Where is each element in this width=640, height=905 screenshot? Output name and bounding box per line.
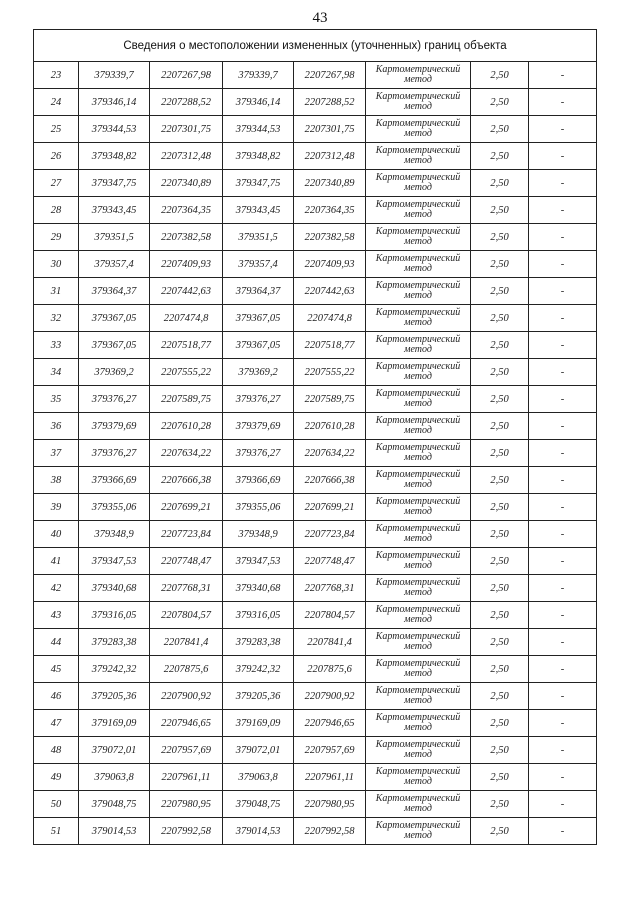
accuracy-cell: 2,50 [471,305,529,332]
existing-x-cell: 379366,69 [79,467,150,494]
new-x-cell: 379343,45 [223,197,294,224]
existing-y-cell: 2207474,8 [150,305,223,332]
accuracy-cell: 2,50 [471,89,529,116]
existing-y-cell: 2207589,75 [150,386,223,413]
table-row [34,818,597,845]
accuracy-cell: 2,50 [471,116,529,143]
new-x-cell: 379316,05 [223,602,294,629]
existing-x-cell: 379014,53 [79,818,150,845]
table-row [34,710,597,737]
existing-y-cell: 2207900,92 [150,683,223,710]
method-cell: Картометрический метод [366,170,471,197]
existing-y-cell: 2207841,4 [150,629,223,656]
existing-x-cell: 379348,82 [79,143,150,170]
note-cell: - [529,764,597,791]
table-row [34,332,597,359]
note-cell: - [529,791,597,818]
new-y-cell: 2207589,75 [294,386,366,413]
new-y-cell: 2207804,57 [294,602,366,629]
method-cell: Картометрический метод [366,386,471,413]
existing-x-cell: 379367,05 [79,332,150,359]
point-number-cell: 30 [34,251,79,278]
new-y-cell: 2207666,38 [294,467,366,494]
note-cell: - [529,62,597,89]
point-number-cell: 25 [34,116,79,143]
new-x-cell: 379048,75 [223,791,294,818]
new-y-cell: 2207301,75 [294,116,366,143]
note-cell: - [529,278,597,305]
table-row [34,89,597,116]
accuracy-cell: 2,50 [471,440,529,467]
existing-x-cell: 379344,53 [79,116,150,143]
table-row [34,602,597,629]
new-y-cell: 2207610,28 [294,413,366,440]
note-cell: - [529,629,597,656]
existing-x-cell: 379369,2 [79,359,150,386]
existing-y-cell: 2207768,31 [150,575,223,602]
point-number-cell: 29 [34,224,79,251]
point-number-cell: 27 [34,170,79,197]
table-row [34,278,597,305]
note-cell: - [529,170,597,197]
accuracy-cell: 2,50 [471,683,529,710]
existing-x-cell: 379048,75 [79,791,150,818]
existing-y-cell: 2207267,98 [150,62,223,89]
point-number-cell: 41 [34,548,79,575]
table-row [34,251,597,278]
new-x-cell: 379355,06 [223,494,294,521]
point-number-cell: 39 [34,494,79,521]
note-cell: - [529,494,597,521]
table-row [34,440,597,467]
new-y-cell: 2207723,84 [294,521,366,548]
point-number-cell: 32 [34,305,79,332]
method-cell: Картометрический метод [366,710,471,737]
new-y-cell: 2207961,11 [294,764,366,791]
method-cell: Картометрический метод [366,440,471,467]
new-y-cell: 2207555,22 [294,359,366,386]
table-row [34,494,597,521]
accuracy-cell: 2,50 [471,548,529,575]
note-cell: - [529,818,597,845]
existing-y-cell: 2207666,38 [150,467,223,494]
new-x-cell: 379063,8 [223,764,294,791]
new-y-cell: 2207442,63 [294,278,366,305]
method-cell: Картометрический метод [366,197,471,224]
new-x-cell: 379205,36 [223,683,294,710]
accuracy-cell: 2,50 [471,764,529,791]
new-y-cell: 2207992,58 [294,818,366,845]
point-number-cell: 38 [34,467,79,494]
method-cell: Картометрический метод [366,602,471,629]
method-cell: Картометрический метод [366,359,471,386]
table-row [34,143,597,170]
table-row [34,224,597,251]
point-number-cell: 34 [34,359,79,386]
new-x-cell: 379347,75 [223,170,294,197]
existing-x-cell: 379242,32 [79,656,150,683]
existing-y-cell: 2207961,11 [150,764,223,791]
existing-x-cell: 379339,7 [79,62,150,89]
existing-x-cell: 379169,09 [79,710,150,737]
method-cell: Картометрический метод [366,629,471,656]
new-y-cell: 2207634,22 [294,440,366,467]
point-number-cell: 33 [34,332,79,359]
existing-y-cell: 2207748,47 [150,548,223,575]
new-x-cell: 379367,05 [223,332,294,359]
accuracy-cell: 2,50 [471,494,529,521]
accuracy-cell: 2,50 [471,737,529,764]
accuracy-cell: 2,50 [471,467,529,494]
new-y-cell: 2207841,4 [294,629,366,656]
new-x-cell: 379379,69 [223,413,294,440]
point-number-cell: 31 [34,278,79,305]
accuracy-cell: 2,50 [471,359,529,386]
new-y-cell: 2207518,77 [294,332,366,359]
existing-x-cell: 379376,27 [79,440,150,467]
method-cell: Картометрический метод [366,521,471,548]
point-number-cell: 47 [34,710,79,737]
new-y-cell: 2207474,8 [294,305,366,332]
existing-y-cell: 2207555,22 [150,359,223,386]
table-row [34,575,597,602]
note-cell: - [529,548,597,575]
table-row [34,413,597,440]
new-x-cell: 379346,14 [223,89,294,116]
note-cell: - [529,710,597,737]
method-cell: Картометрический метод [366,683,471,710]
accuracy-cell: 2,50 [471,791,529,818]
point-number-cell: 43 [34,602,79,629]
accuracy-cell: 2,50 [471,656,529,683]
point-number-cell: 44 [34,629,79,656]
existing-x-cell: 379072,01 [79,737,150,764]
existing-y-cell: 2207364,35 [150,197,223,224]
new-x-cell: 379366,69 [223,467,294,494]
existing-x-cell: 379357,4 [79,251,150,278]
new-x-cell: 379340,68 [223,575,294,602]
table-row [34,467,597,494]
accuracy-cell: 2,50 [471,251,529,278]
method-cell: Картометрический метод [366,737,471,764]
new-x-cell: 379339,7 [223,62,294,89]
existing-x-cell: 379351,5 [79,224,150,251]
new-x-cell: 379348,82 [223,143,294,170]
new-x-cell: 379283,38 [223,629,294,656]
note-cell: - [529,332,597,359]
existing-x-cell: 379283,38 [79,629,150,656]
point-number-cell: 42 [34,575,79,602]
accuracy-cell: 2,50 [471,278,529,305]
existing-y-cell: 2207518,77 [150,332,223,359]
existing-y-cell: 2207699,21 [150,494,223,521]
new-y-cell: 2207312,48 [294,143,366,170]
point-number-cell: 24 [34,89,79,116]
note-cell: - [529,656,597,683]
point-number-cell: 49 [34,764,79,791]
new-y-cell: 2207748,47 [294,548,366,575]
table-header: Сведения о местоположении измененных (уточненных) границ объекта [34,30,597,62]
table-row [34,386,597,413]
note-cell: - [529,413,597,440]
method-cell: Картометрический метод [366,224,471,251]
new-y-cell: 2207288,52 [294,89,366,116]
table-row [34,116,597,143]
method-cell: Картометрический метод [366,62,471,89]
table-row [34,359,597,386]
new-x-cell: 379351,5 [223,224,294,251]
point-number-cell: 40 [34,521,79,548]
new-x-cell: 379376,27 [223,440,294,467]
new-y-cell: 2207382,58 [294,224,366,251]
method-cell: Картометрический метод [366,791,471,818]
accuracy-cell: 2,50 [471,332,529,359]
note-cell: - [529,521,597,548]
existing-y-cell: 2207992,58 [150,818,223,845]
method-cell: Картометрический метод [366,548,471,575]
point-number-cell: 28 [34,197,79,224]
existing-x-cell: 379340,68 [79,575,150,602]
existing-y-cell: 2207634,22 [150,440,223,467]
method-cell: Картометрический метод [366,656,471,683]
accuracy-cell: 2,50 [471,170,529,197]
existing-x-cell: 379063,8 [79,764,150,791]
existing-y-cell: 2207804,57 [150,602,223,629]
new-x-cell: 379369,2 [223,359,294,386]
method-cell: Картометрический метод [366,575,471,602]
table-header-row [34,30,597,62]
new-y-cell: 2207340,89 [294,170,366,197]
boundary-coordinates-table [33,29,597,845]
accuracy-cell: 2,50 [471,413,529,440]
note-cell: - [529,143,597,170]
existing-x-cell: 379205,36 [79,683,150,710]
point-number-cell: 51 [34,818,79,845]
method-cell: Картометрический метод [366,251,471,278]
new-y-cell: 2207900,92 [294,683,366,710]
new-y-cell: 2207875,6 [294,656,366,683]
existing-y-cell: 2207980,95 [150,791,223,818]
existing-y-cell: 2207723,84 [150,521,223,548]
point-number-cell: 48 [34,737,79,764]
accuracy-cell: 2,50 [471,710,529,737]
existing-y-cell: 2207288,52 [150,89,223,116]
existing-y-cell: 2207946,65 [150,710,223,737]
method-cell: Картометрический метод [366,494,471,521]
accuracy-cell: 2,50 [471,818,529,845]
point-number-cell: 35 [34,386,79,413]
note-cell: - [529,440,597,467]
accuracy-cell: 2,50 [471,602,529,629]
note-cell: - [529,602,597,629]
table-row [34,305,597,332]
accuracy-cell: 2,50 [471,143,529,170]
existing-y-cell: 2207312,48 [150,143,223,170]
table-row [34,737,597,764]
method-cell: Картометрический метод [366,764,471,791]
existing-x-cell: 379348,9 [79,521,150,548]
point-number-cell: 45 [34,656,79,683]
new-y-cell: 2207409,93 [294,251,366,278]
note-cell: - [529,116,597,143]
existing-y-cell: 2207610,28 [150,413,223,440]
table-row [34,197,597,224]
table-row [34,548,597,575]
point-number-cell: 26 [34,143,79,170]
note-cell: - [529,89,597,116]
table-row [34,521,597,548]
accuracy-cell: 2,50 [471,224,529,251]
note-cell: - [529,224,597,251]
new-y-cell: 2207980,95 [294,791,366,818]
accuracy-cell: 2,50 [471,521,529,548]
note-cell: - [529,197,597,224]
point-number-cell: 46 [34,683,79,710]
existing-y-cell: 2207442,63 [150,278,223,305]
existing-y-cell: 2207382,58 [150,224,223,251]
new-x-cell: 379344,53 [223,116,294,143]
table-row [34,683,597,710]
accuracy-cell: 2,50 [471,629,529,656]
existing-x-cell: 379364,37 [79,278,150,305]
table-row [34,791,597,818]
method-cell: Картометрический метод [366,143,471,170]
existing-x-cell: 379376,27 [79,386,150,413]
new-y-cell: 2207699,21 [294,494,366,521]
method-cell: Картометрический метод [366,305,471,332]
table-row [34,62,597,89]
note-cell: - [529,359,597,386]
existing-x-cell: 379379,69 [79,413,150,440]
new-x-cell: 379348,9 [223,521,294,548]
note-cell: - [529,305,597,332]
note-cell: - [529,683,597,710]
existing-y-cell: 2207875,6 [150,656,223,683]
point-number-cell: 37 [34,440,79,467]
existing-y-cell: 2207301,75 [150,116,223,143]
new-x-cell: 379242,32 [223,656,294,683]
new-x-cell: 379376,27 [223,386,294,413]
method-cell: Картометрический метод [366,89,471,116]
new-x-cell: 379072,01 [223,737,294,764]
method-cell: Картометрический метод [366,413,471,440]
new-x-cell: 379357,4 [223,251,294,278]
new-x-cell: 379364,37 [223,278,294,305]
existing-x-cell: 379343,45 [79,197,150,224]
table-row [34,629,597,656]
new-y-cell: 2207957,69 [294,737,366,764]
method-cell: Картометрический метод [366,818,471,845]
note-cell: - [529,386,597,413]
existing-x-cell: 379316,05 [79,602,150,629]
accuracy-cell: 2,50 [471,62,529,89]
existing-x-cell: 379347,75 [79,170,150,197]
existing-x-cell: 379367,05 [79,305,150,332]
existing-x-cell: 379347,53 [79,548,150,575]
new-x-cell: 379014,53 [223,818,294,845]
method-cell: Картометрический метод [366,278,471,305]
table-row [34,656,597,683]
accuracy-cell: 2,50 [471,386,529,413]
method-cell: Картометрический метод [366,116,471,143]
note-cell: - [529,467,597,494]
table-row [34,170,597,197]
note-cell: - [529,575,597,602]
method-cell: Картометрический метод [366,467,471,494]
point-number-cell: 36 [34,413,79,440]
new-y-cell: 2207946,65 [294,710,366,737]
point-number-cell: 23 [34,62,79,89]
existing-x-cell: 379346,14 [79,89,150,116]
accuracy-cell: 2,50 [471,197,529,224]
accuracy-cell: 2,50 [471,575,529,602]
new-y-cell: 2207267,98 [294,62,366,89]
table-row [34,764,597,791]
page-number: 43 [312,10,328,26]
existing-y-cell: 2207409,93 [150,251,223,278]
new-x-cell: 379347,53 [223,548,294,575]
existing-x-cell: 379355,06 [79,494,150,521]
note-cell: - [529,251,597,278]
point-number-cell: 50 [34,791,79,818]
existing-y-cell: 2207340,89 [150,170,223,197]
new-x-cell: 379169,09 [223,710,294,737]
new-y-cell: 2207364,35 [294,197,366,224]
new-x-cell: 379367,05 [223,305,294,332]
note-cell: - [529,737,597,764]
method-cell: Картометрический метод [366,332,471,359]
existing-y-cell: 2207957,69 [150,737,223,764]
new-y-cell: 2207768,31 [294,575,366,602]
